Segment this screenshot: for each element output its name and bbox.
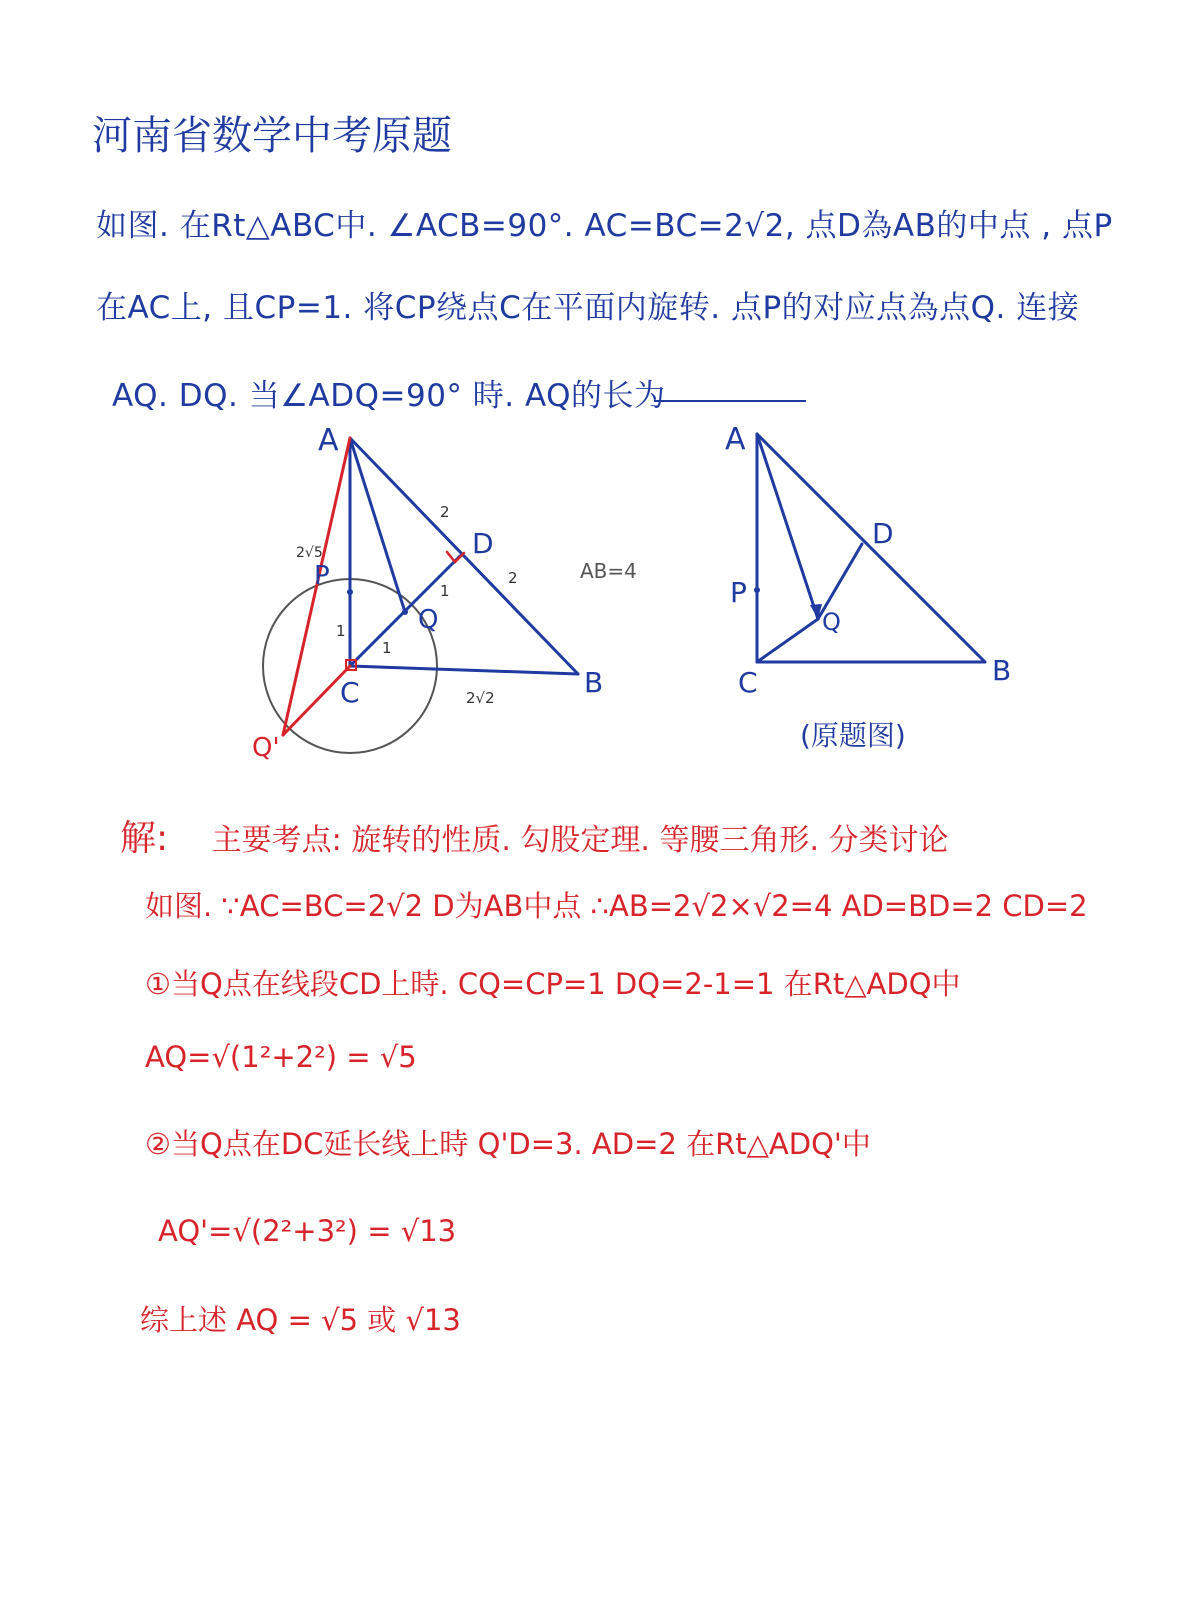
- problem-line-2: 在AC上, 且CP=1. 将CP绕点C在平面内旋转. 点P的对应点為点Q. 连接: [96, 290, 1080, 326]
- annot-AQ-prime: 2√5: [296, 545, 323, 561]
- label-D: D: [472, 527, 494, 560]
- annot-CB: 2√2: [466, 689, 495, 707]
- point-P: [347, 589, 353, 595]
- label-P-right: P: [730, 576, 747, 609]
- label-B: B: [584, 666, 604, 699]
- point-Q: [402, 609, 408, 615]
- solution-step-4: ②当Q点在DC延长线上時 Q'D=3. AD=2 在Rt△ADQ'中: [145, 1127, 871, 1161]
- label-Q-right: Q: [822, 608, 841, 636]
- solution-step-5: AQ'=√(2²+3²) = √13: [158, 1214, 457, 1248]
- segment-AB-right: [757, 434, 985, 662]
- label-Q-prime: Q': [252, 733, 280, 763]
- annot-CP: 1: [336, 622, 346, 640]
- segment-CB: [350, 666, 578, 674]
- annot-DQ: 1: [440, 582, 450, 600]
- label-D-right: D: [872, 517, 894, 550]
- solution-step-2: ①当Q点在线段CD上時. CQ=CP=1 DQ=2-1=1 在Rt△ADQ中: [145, 967, 961, 1001]
- solution-step-1: 如图. ∵AC=BC=2√2 D为AB中点 ∴AB=2√2×√2=4 AD=BD=2 CD=2: [145, 889, 1088, 923]
- solution-heading-row: [120, 810, 949, 861]
- label-A-right: A: [725, 422, 746, 457]
- figure-caption: (原题图): [800, 719, 906, 752]
- point-P-right: [754, 587, 760, 593]
- label-P: P: [314, 561, 330, 591]
- label-C: C: [340, 676, 360, 709]
- figure-left: [252, 423, 637, 763]
- segment-AQ: [350, 438, 405, 612]
- label-C-right: C: [738, 666, 758, 699]
- solution-step-3: AQ=√(1²+2²) = √5: [145, 1040, 417, 1074]
- label-Q: Q: [418, 605, 439, 635]
- label-B-right: B: [992, 654, 1012, 687]
- annot-CQ: 1: [382, 639, 392, 657]
- segment-AQ-right: [757, 434, 818, 619]
- page-title: 河南省数学中考原题: [92, 113, 452, 159]
- problem-line-3: AQ. DQ. 当∠ADQ=90° 時. AQ的长为: [112, 378, 666, 414]
- solution-keypoints: 主要考点: 旋转的性质. 勾股定理. 等腰三角形. 分类讨论: [211, 823, 949, 858]
- annot-AB: AB=4: [580, 559, 637, 583]
- solution-conclusion: 综上述 AQ = √5 或 √13: [140, 1303, 461, 1337]
- label-A: A: [318, 423, 339, 458]
- problem-line-1: 如图. 在Rt△ABC中. ∠ACB=90°. AC=BC=2√2, 点D為AB的中点 , 点P: [96, 208, 1113, 244]
- annot-DB: 2: [508, 569, 518, 587]
- figure-right: [725, 422, 1011, 752]
- solution-heading: 解:: [120, 818, 169, 859]
- annot-AD: 2: [440, 503, 450, 521]
- segment-CQ-right: [757, 619, 818, 662]
